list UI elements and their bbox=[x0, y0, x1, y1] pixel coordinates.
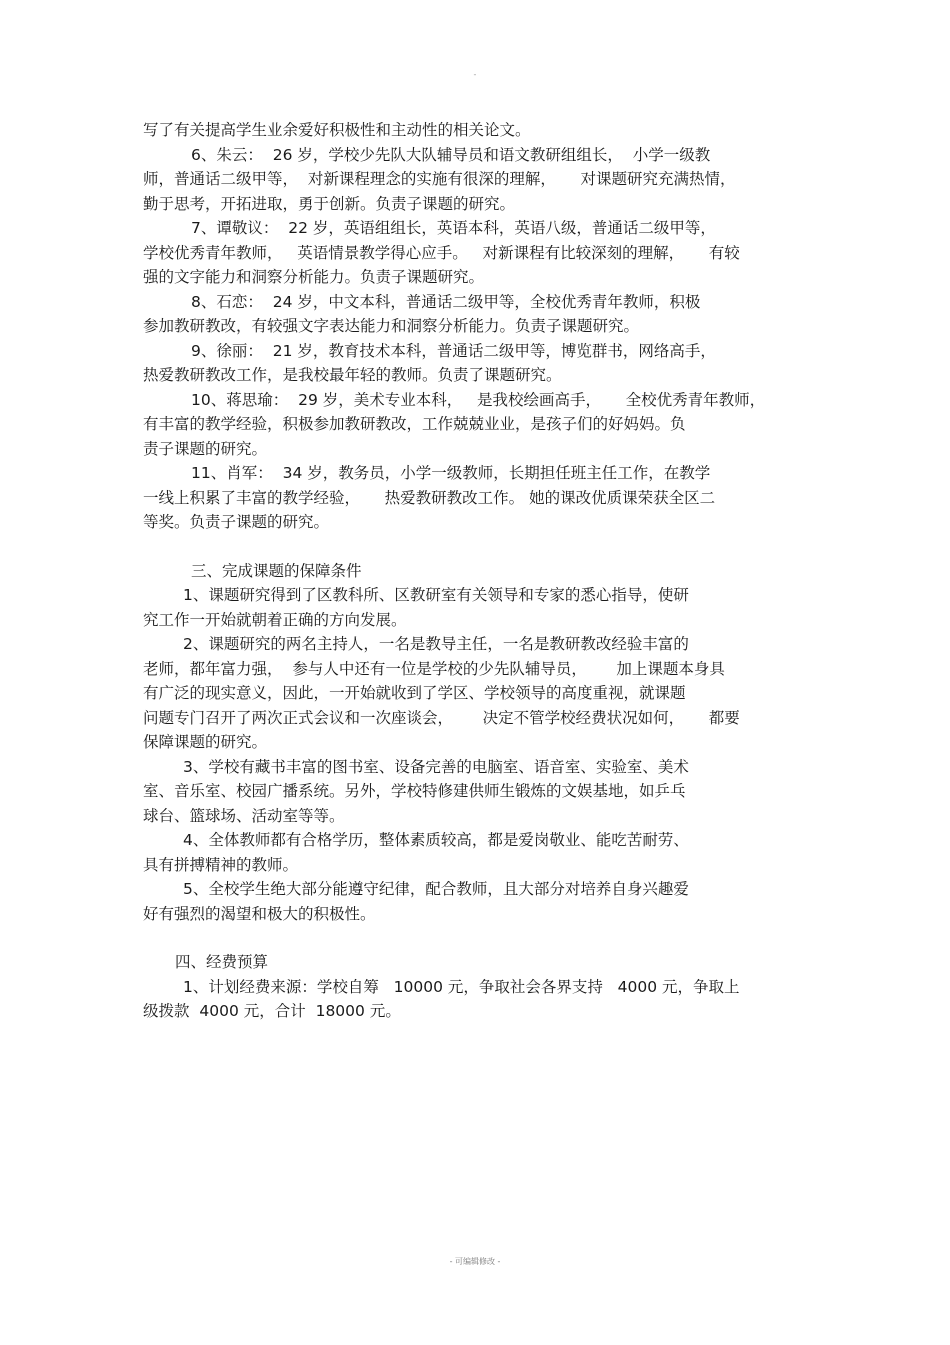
text-line: 具有拼搏精神的教师。 bbox=[143, 855, 299, 874]
text-line: 责子课题的研究。 bbox=[143, 439, 268, 458]
section-spacer bbox=[143, 926, 813, 950]
text-line: 10、蒋思瑜： 29 岁，美术专业本科， 是我校绘画高手， 全校优秀青年教师， bbox=[191, 390, 766, 409]
text-line: 5、全校学生绝大部分能遵守纪律，配合教师，且大部分对培养自身兴趣爱 bbox=[183, 880, 689, 898]
text-line: 一线上积累了丰富的教学经验， 热爱教研教改工作。 她的课改优质课荣获全区二 bbox=[143, 488, 716, 507]
text-line: 9、徐丽： 21 岁，教育技术本科，普通话二级甲等，博览群书，网络高手， bbox=[191, 341, 716, 360]
text-line: 1、课题研究得到了区教科所、区教研室有关领导和专家的悉心指导，使研 bbox=[183, 586, 689, 604]
text-line: 保障课题的研究。 bbox=[143, 733, 268, 751]
text-line: 勤于思考，开拓进取，勇于创新。负责子课题的研究。 bbox=[143, 194, 516, 213]
text-line: 师，普通话二级甲等， 对新课程理念的实施有很深的理解， 对课题研究充满热情， bbox=[143, 170, 736, 188]
text-line: 写了有关提高学生业余爱好积极性和主动性的相关论文。 bbox=[143, 121, 531, 139]
text-line: 好有强烈的渴望和极大的积极性。 bbox=[143, 904, 376, 923]
section-heading-budget: 四、经费预算 bbox=[175, 953, 269, 971]
text-line: 热爱教研教改工作，是我校最年轻的教师。负责了课题研究。 bbox=[143, 366, 562, 384]
text-line: 4、全体教师都有合格学历，整体素质较高，都是爱岗敬业、能吃苦耐劳、 bbox=[183, 831, 689, 849]
section-heading-guarantees: 三、完成课题的保障条件 bbox=[191, 561, 362, 580]
section-budget bbox=[143, 975, 813, 1024]
text-line: 强的文字能力和洞察分析能力。负责子课题研究。 bbox=[143, 268, 485, 286]
document-body bbox=[143, 118, 813, 1024]
text-line: 球台、篮球场、活动室等等。 bbox=[143, 806, 345, 825]
text-line: 有广泛的现实意义，因此，一开始就收到了学区、学校领导的高度重视，就课题 bbox=[143, 684, 686, 702]
text-line: 参加教研教改，有较强文字表达能力和洞察分析能力。负责子课题研究。 bbox=[143, 317, 640, 335]
section-guarantees bbox=[143, 583, 813, 926]
text-line: 11、肖军： 34 岁，教务员，小学一级教师，长期担任班主任工作，在教学 bbox=[191, 464, 711, 482]
text-line: 7、谭敬议： 22 岁，英语组组长，英语本科，英语八级，普通话二级甲等， bbox=[191, 219, 716, 237]
text-line: 老师，都年富力强， 参与人中还有一位是学校的少先队辅导员， 加上课题本身具 bbox=[143, 659, 725, 678]
text-line: 8、石恋： 24 岁，中文本科，普通话二级甲等，全校优秀青年教师，积极 bbox=[191, 292, 701, 311]
text-line: 3、学校有藏书丰富的图书室、设备完善的电脑室、语音室、实验室、美术 bbox=[183, 757, 689, 776]
text-line: 学校优秀青年教师， 英语情景教学得心应手。 对新课程有比较深刻的理解， 有较 bbox=[143, 243, 740, 262]
text-line: 6、朱云： 26 岁，学校少先队大队辅导员和语文教研组组长， 小学一级教 bbox=[191, 145, 711, 164]
text-line: 2、课题研究的两名主持人，一名是教导主任，一名是教研教改经验丰富的 bbox=[183, 635, 689, 653]
section-spacer bbox=[143, 535, 813, 559]
section-member-intros bbox=[143, 118, 813, 535]
text-line: 级拨款 4000 元，合计 18000 元。 bbox=[143, 1002, 401, 1020]
text-line: 究工作一开始就朝着正确的方向发展。 bbox=[143, 610, 407, 629]
page-top-mark: - bbox=[473, 70, 477, 79]
text-line: 问题专门召开了两次正式会议和一次座谈会， 决定不管学校经费状况如何， 都要 bbox=[143, 708, 740, 727]
text-line: 1、计划经费来源：学校自筹 10000 元，争取社会各界支持 4000 元，争取上 bbox=[183, 977, 740, 996]
text-line: 等奖。负责子课题的研究。 bbox=[143, 513, 330, 531]
text-line: 室、音乐室、校园广播系统。另外，学校特修建供师生锻炼的文娱基地，如乒乓 bbox=[143, 782, 686, 800]
text-line: 有丰富的教学经验，积极参加教研教改，工作兢兢业业，是孩子们的好妈妈。负 bbox=[143, 415, 686, 433]
page-footer: - 可编辑修改 - bbox=[449, 1257, 501, 1266]
